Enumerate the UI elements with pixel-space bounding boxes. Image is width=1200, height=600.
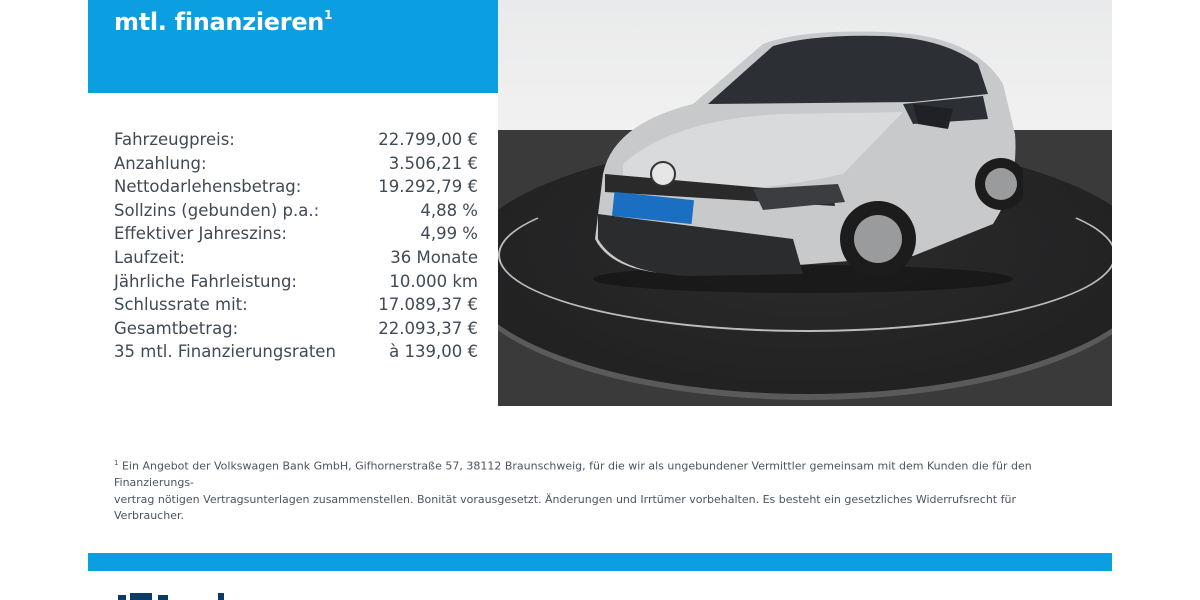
spec-row (114, 270, 478, 294)
spec-value: 17.089,37 € (378, 295, 478, 315)
spec-value: 4,99 % (420, 224, 478, 244)
spec-label: Laufzeit: (114, 247, 185, 267)
spec-value: à 139,00 € (389, 342, 478, 362)
spec-value: 22.799,00 € (378, 130, 478, 149)
spec-label: Gesamtbetrag: (114, 318, 239, 338)
footnote-line: Ein Angebot der Volkswagen Bank GmbH, Gifhornerstraße 57, 38112 Braunschweig, für die wir als ungebundener Vermittler gemeinsam mit dem Kunden die für den Finanzierungs- (114, 459, 1032, 490)
spec-row (114, 175, 478, 199)
spec-row (114, 246, 478, 270)
footnote (114, 455, 1034, 525)
spec-row (114, 222, 478, 246)
financing-specs (114, 128, 478, 364)
spec-label: Sollzins (gebunden) p.a.: (114, 200, 320, 220)
spec-value: 19.292,79 € (378, 177, 478, 197)
spec-value: 3.506,21 € (388, 153, 478, 173)
footnote-line: vertrag nötigen Vertragsunterlagen zusammenstellen. Bonität vorausgesetzt. Änderungen und Irrtümer vorbehalten. Es besteht ein gesetzliches Widerrufsrecht für Verbraucher. (114, 492, 1016, 523)
spec-label: Schlussrate mit: (114, 295, 248, 315)
header-band (88, 0, 498, 93)
spec-label: Fahrzeugpreis: (114, 130, 235, 149)
spec-row (114, 293, 478, 317)
header-title (114, 8, 332, 36)
spec-row (114, 152, 478, 176)
spec-value: 4,88 % (420, 200, 478, 220)
header-title-footnote-mark: 1 (324, 8, 333, 22)
spec-label: 35 mtl. Finanzierungsraten (114, 342, 336, 362)
car-icon (583, 24, 1023, 294)
spec-label: Nettodarlehensbetrag: (114, 177, 302, 197)
spec-value: 22.093,37 € (378, 318, 478, 338)
spec-value: 36 Monate (390, 247, 478, 267)
spec-label: Effektiver Jahreszins: (114, 224, 287, 244)
spec-row (114, 199, 478, 223)
brand-logo-icon (118, 593, 228, 600)
footnote-mark: 1 (114, 459, 119, 467)
spec-row (114, 317, 478, 341)
spec-row (114, 340, 478, 364)
spec-label: Jährliche Fahrleistung: (114, 271, 297, 291)
car-photo (498, 0, 1112, 406)
spec-value: 10.000 km (389, 271, 478, 291)
header-title-text: mtl. finanzieren (114, 8, 325, 36)
bottom-accent-band (88, 553, 1112, 571)
spec-label: Anzahlung: (114, 153, 207, 173)
spec-row (114, 128, 478, 152)
